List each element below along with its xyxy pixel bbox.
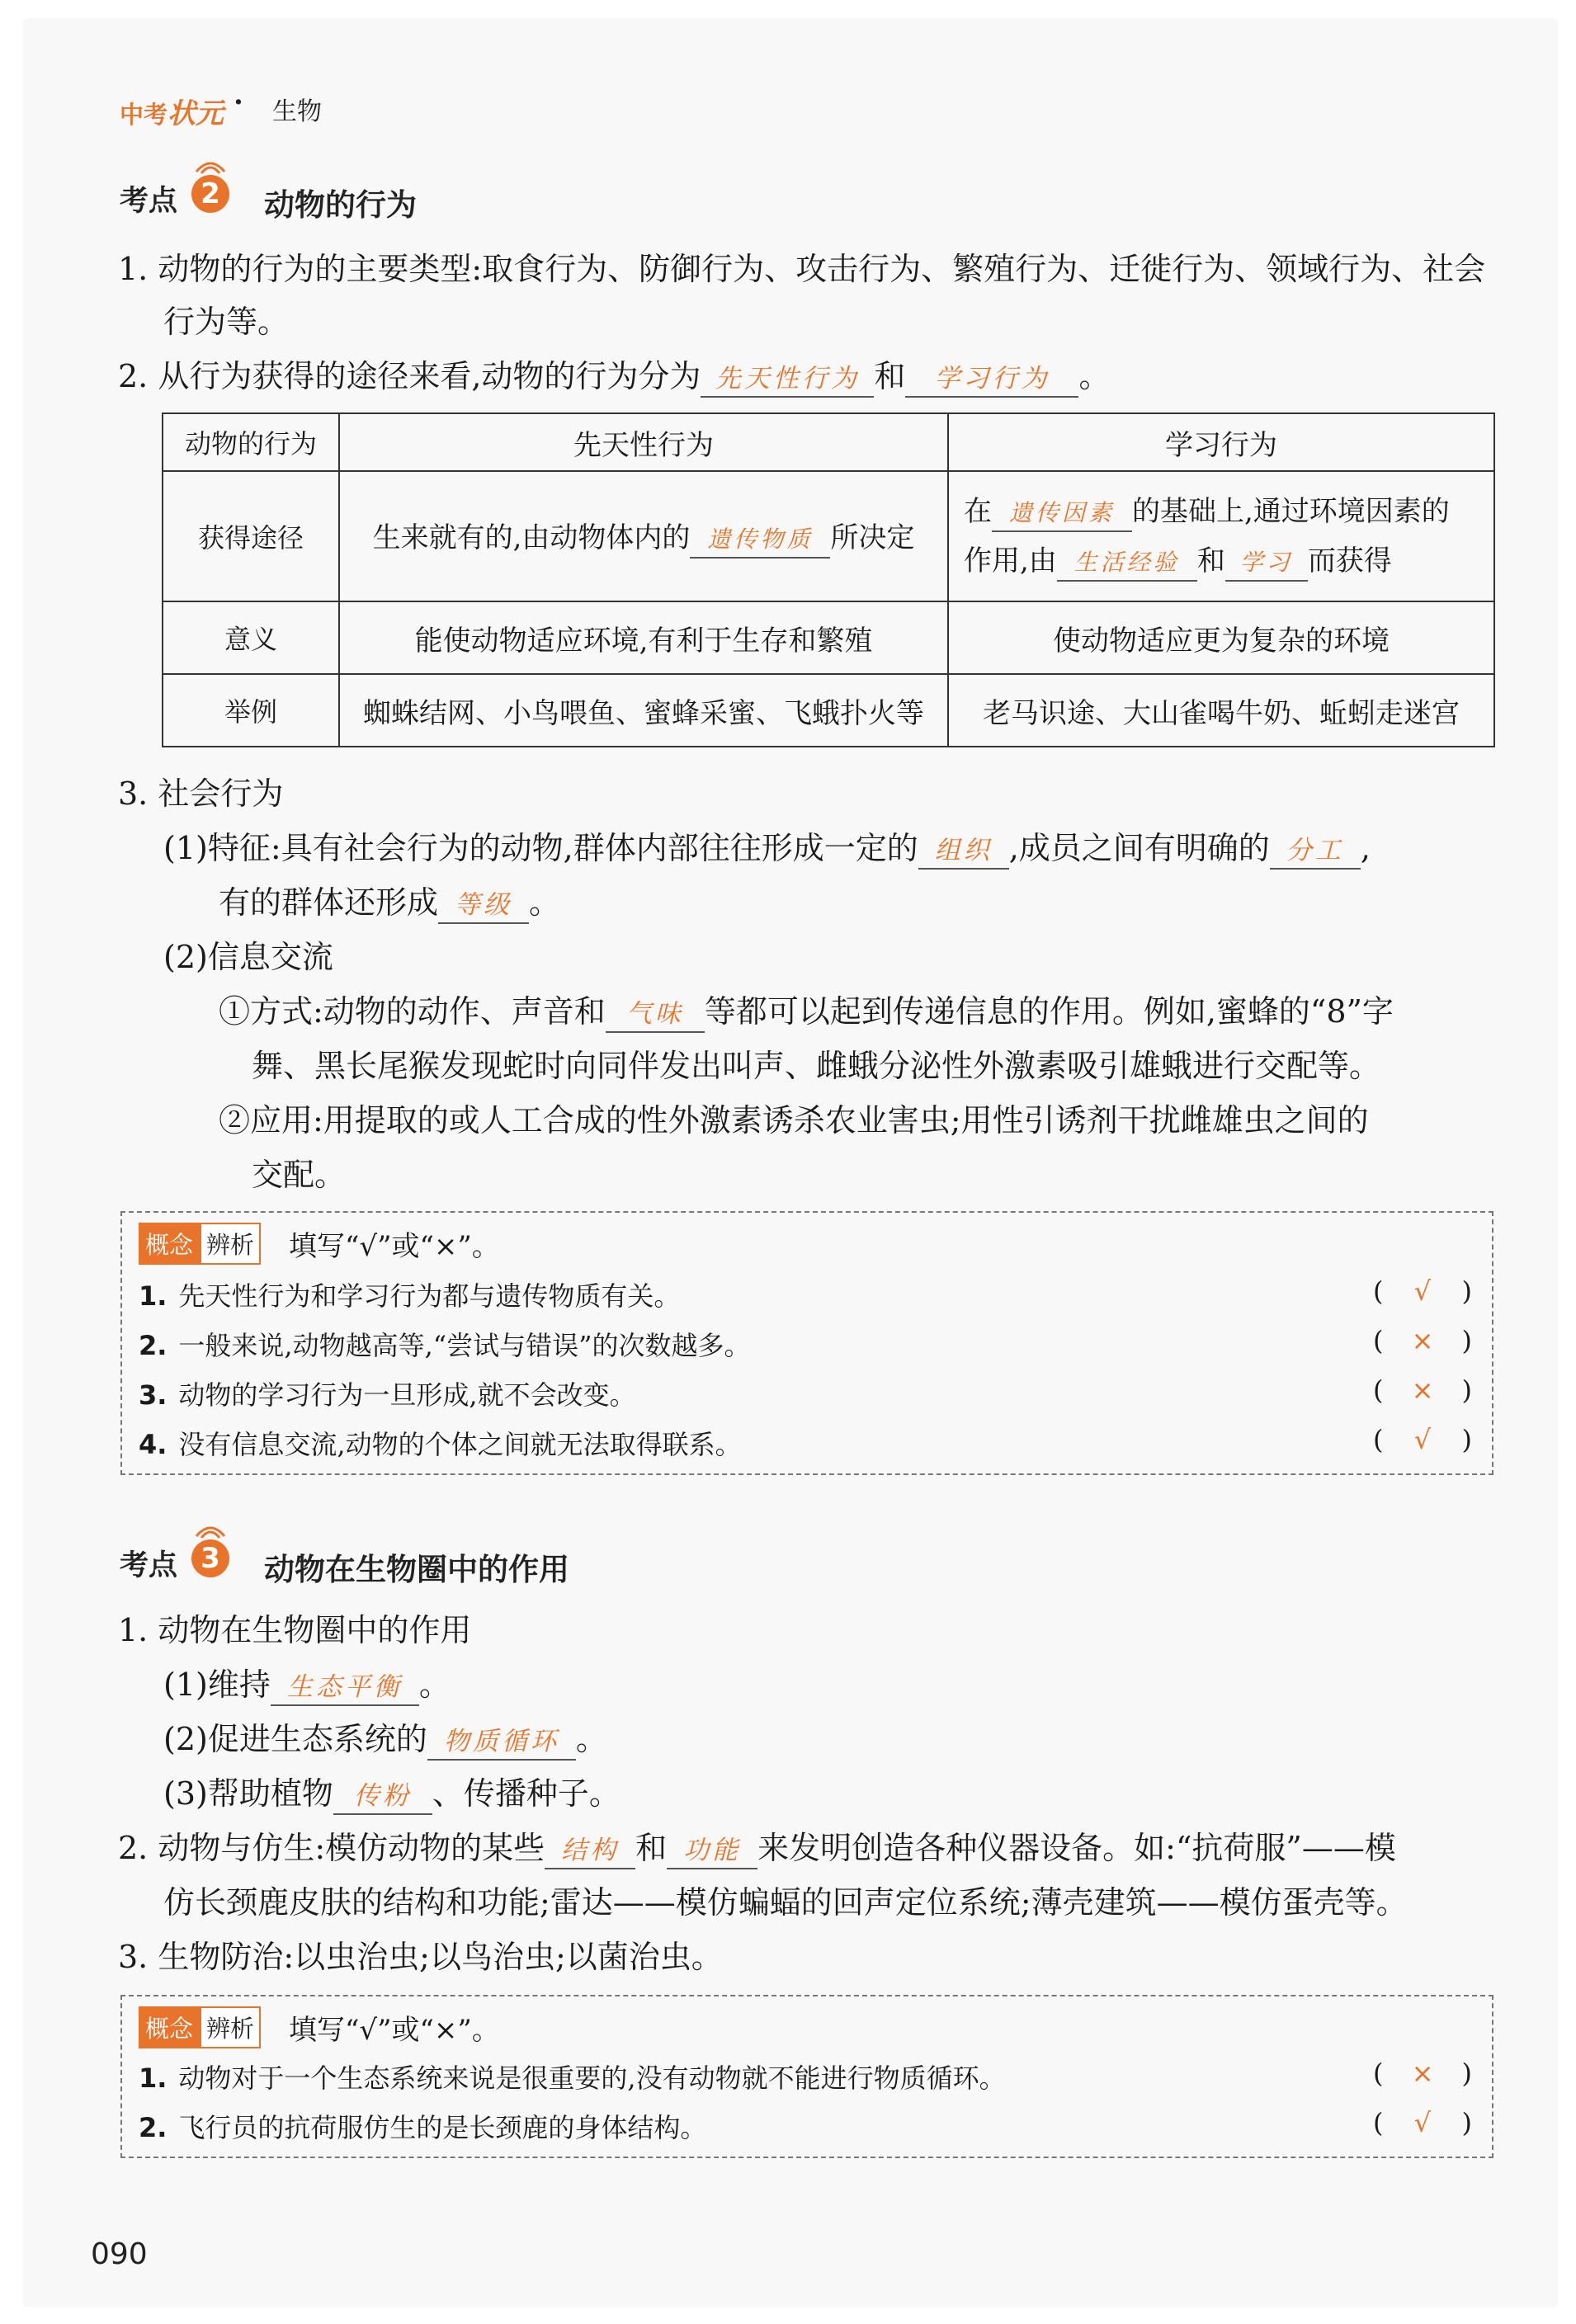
behavior-table bbox=[162, 412, 1495, 747]
p-text: (1)维持 bbox=[163, 1666, 271, 1703]
p-text: ①方式:动物的动作、声音和 bbox=[219, 993, 606, 1030]
quiz-answer bbox=[1373, 1374, 1472, 1406]
s2-item2-pre: 2. 从行为获得的途径来看,动物的行为分为 bbox=[118, 358, 701, 394]
section3-title: 动物在生物圈中的作用 bbox=[264, 1552, 569, 1587]
answer-blank: 结构 bbox=[545, 1833, 635, 1869]
quiz-item bbox=[139, 1424, 742, 1462]
table-cell: 蜘蛛结网、小鸟喂鱼、蜜蜂采蜜、飞蛾扑火等 bbox=[339, 674, 948, 747]
cell-text: 的基础上,通过环境因素的 bbox=[1132, 495, 1450, 528]
quiz-item bbox=[139, 1275, 680, 1313]
quiz-num: 1. bbox=[139, 2062, 168, 2094]
p-text: 和 bbox=[635, 1830, 668, 1866]
concept-tag-right: 辨析 bbox=[200, 2006, 261, 2048]
s3-item1-title: 1. 动物在生物圈中的作用 bbox=[118, 1612, 472, 1648]
s3-item2-line1 bbox=[118, 1827, 1396, 1869]
section2-number-badge: 2 bbox=[191, 175, 229, 213]
table-cell: 老马识途、大山雀喝牛奶、蚯蚓走迷宫 bbox=[948, 674, 1494, 747]
answer-mark: √ bbox=[1413, 1275, 1432, 1307]
s2-item3-p2b-line2: 交配。 bbox=[252, 1157, 347, 1193]
brand-prefix: 中考 bbox=[120, 101, 168, 129]
table-cell bbox=[948, 471, 1494, 601]
paren: ( bbox=[1373, 1325, 1384, 1356]
quiz-answer bbox=[1373, 1275, 1472, 1307]
s2-item1-line2: 行为等。 bbox=[163, 304, 290, 340]
p-text: 等都可以起到传递信息的作用。例如,蜜蜂的“8”字 bbox=[704, 993, 1394, 1030]
paren: ) bbox=[1461, 1424, 1472, 1455]
answer-blank: 遗传因素 bbox=[992, 496, 1132, 532]
answer-blank: 学习 bbox=[1225, 545, 1308, 582]
p-text: 、传播种子。 bbox=[432, 1775, 620, 1812]
quiz-num: 2. bbox=[139, 1330, 168, 1361]
concept-tag-left: 概念 bbox=[139, 1223, 200, 1265]
box-prompt: 填写“√”或“×”。 bbox=[289, 1230, 500, 1263]
quiz-item bbox=[139, 2107, 706, 2145]
quiz-answer bbox=[1373, 2107, 1472, 2138]
quiz-text: 先天性行为和学习行为都与遗传物质有关。 bbox=[178, 1280, 681, 1312]
quiz-num: 2. bbox=[139, 2112, 168, 2143]
cell-text: 作用,由 bbox=[964, 544, 1057, 577]
answer-blank: 功能 bbox=[667, 1833, 757, 1869]
answer-blank: 学习行为 bbox=[905, 361, 1078, 398]
answer-blank: 等级 bbox=[438, 888, 529, 924]
signal-wave-icon bbox=[191, 152, 229, 175]
cell-text: 所决定 bbox=[830, 521, 915, 554]
quiz-answer bbox=[1373, 1424, 1472, 1455]
paren: ) bbox=[1461, 2058, 1472, 2089]
answer-blank: 物质循环 bbox=[427, 1724, 576, 1761]
quiz-text: 没有信息交流,动物的个体之间就无法取得联系。 bbox=[178, 1429, 742, 1460]
s2-item1-line1: 1. 动物的行为的主要类型:取食行为、防御行为、攻击行为、繁殖行为、迁徙行为、领域行为、社会 bbox=[118, 251, 1486, 287]
paren: ( bbox=[1373, 1424, 1384, 1455]
quiz-text: 动物的学习行为一旦形成,就不会改变。 bbox=[178, 1379, 636, 1411]
table-header-cell: 学习行为 bbox=[948, 413, 1494, 471]
s2-item3-p2: (2)信息交流 bbox=[163, 939, 333, 975]
answer-mark: × bbox=[1411, 1374, 1434, 1406]
table-row bbox=[163, 471, 1494, 601]
table-row-label: 举例 bbox=[163, 674, 339, 747]
p-text: ,成员之间有明确的 bbox=[1008, 830, 1270, 866]
p-text: (3)帮助植物 bbox=[163, 1775, 333, 1812]
answer-blank: 分工 bbox=[1270, 833, 1361, 870]
p-text: (1)特征:具有社会行为的动物,群体内部往往形成一定的 bbox=[163, 830, 918, 866]
p-text: 2. 动物与仿生:模仿动物的某些 bbox=[118, 1830, 545, 1866]
section2-title: 动物的行为 bbox=[264, 187, 417, 223]
table-row-label: 意义 bbox=[163, 601, 339, 674]
table-row bbox=[163, 413, 1494, 471]
quiz-num: 3. bbox=[139, 1379, 168, 1411]
quiz-text: 动物对于一个生态系统来说是很重要的,没有动物就不能进行物质循环。 bbox=[178, 2062, 1006, 2094]
s3-item3: 3. 生物防治:以虫治虫;以鸟治虫;以菌治虫。 bbox=[118, 1939, 723, 1975]
quiz-text: 飞行员的抗荷服仿生的是长颈鹿的身体结构。 bbox=[178, 2112, 707, 2143]
quiz-num: 1. bbox=[139, 1280, 168, 1312]
table-header-cell: 动物的行为 bbox=[163, 413, 339, 471]
cell-text: 和 bbox=[1196, 544, 1225, 577]
section3-label: 考点 bbox=[120, 1549, 178, 1582]
concept-tag bbox=[139, 1223, 500, 1265]
s2-item3-p2b-line1: ②应用:用提取的或人工合成的性外激素诱杀农业害虫;用性引诱剂干扰雌雄虫之间的 bbox=[219, 1102, 1369, 1138]
s2-item3-p2a-line2: 舞、黑长尾猴发现蛇时向同伴发出叫声、雌蛾分泌性外激素吸引雄蛾进行交配等。 bbox=[252, 1048, 1381, 1084]
book-brand bbox=[120, 91, 224, 131]
quiz-item bbox=[139, 1325, 751, 1363]
s3-item1-p3 bbox=[163, 1772, 620, 1815]
s2-item3-title: 3. 社会行为 bbox=[118, 775, 284, 812]
p-text: 有的群体还形成 bbox=[219, 884, 439, 921]
paren: ) bbox=[1461, 1275, 1472, 1307]
quiz-answer bbox=[1373, 2058, 1472, 2089]
s2-item3-p1 bbox=[163, 827, 1371, 870]
signal-wave-icon bbox=[191, 1516, 229, 1539]
s3-item1-p2 bbox=[163, 1718, 607, 1761]
s2-item2-mid: 和 bbox=[874, 358, 906, 394]
table-cell: 能使动物适应环境,有利于生存和繁殖 bbox=[339, 601, 948, 674]
concept-tag bbox=[139, 2006, 500, 2048]
quiz-item bbox=[139, 1374, 636, 1412]
paren: ( bbox=[1373, 2058, 1384, 2089]
paren: ) bbox=[1461, 1374, 1472, 1406]
s3-item2-line2: 仿长颈鹿皮肤的结构和功能;雷达——模仿蝙蝠的回声定位系统;薄壳建筑——模仿蛋壳等。 bbox=[163, 1884, 1408, 1921]
section3-number-badge: 3 bbox=[191, 1539, 229, 1577]
answer-blank: 生活经验 bbox=[1057, 545, 1197, 582]
paren: ( bbox=[1373, 2107, 1384, 2138]
quiz-text: 一般来说,动物越高等,“尝试与错误”的次数越多。 bbox=[178, 1330, 751, 1361]
table-row bbox=[163, 601, 1494, 674]
answer-blank: 传粉 bbox=[333, 1779, 432, 1815]
header-dot: · bbox=[234, 86, 243, 119]
s2-item2 bbox=[118, 355, 1110, 398]
answer-blank: 气味 bbox=[606, 997, 705, 1033]
subject-label: 生物 bbox=[272, 97, 322, 126]
section2-label: 考点 bbox=[120, 185, 178, 218]
answer-blank: 生态平衡 bbox=[271, 1670, 419, 1706]
answer-blank: 先天性行为 bbox=[701, 361, 874, 398]
box-prompt: 填写“√”或“×”。 bbox=[289, 2014, 500, 2047]
table-cell: 使动物适应更为复杂的环境 bbox=[948, 601, 1494, 674]
quiz-num: 4. bbox=[139, 1429, 168, 1460]
s2-item3-p2a bbox=[219, 990, 1394, 1033]
quiz-answer bbox=[1373, 1325, 1472, 1356]
p-text: , bbox=[1360, 830, 1371, 866]
p-text: 。 bbox=[575, 1721, 607, 1757]
answer-blank: 遗传物质 bbox=[690, 522, 830, 559]
p-text: 。 bbox=[418, 1666, 451, 1703]
paren: ) bbox=[1461, 1325, 1472, 1356]
table-row-label: 获得途径 bbox=[163, 471, 339, 601]
s3-item1-p1 bbox=[163, 1663, 451, 1706]
page-number: 090 bbox=[91, 2237, 148, 2271]
cell-text: 在 bbox=[964, 495, 992, 528]
concept-tag-left: 概念 bbox=[139, 2006, 200, 2048]
s2-item3-p1b bbox=[219, 881, 560, 924]
p-text: 。 bbox=[529, 884, 561, 921]
answer-mark: × bbox=[1411, 1325, 1434, 1356]
brand-stylized: 状元 bbox=[168, 97, 224, 130]
paren: ( bbox=[1373, 1275, 1384, 1307]
answer-mark: × bbox=[1411, 2058, 1434, 2089]
p-text: (2)促进生态系统的 bbox=[163, 1721, 427, 1757]
cell-text: 而获得 bbox=[1307, 544, 1392, 577]
cell-text: 生来就有的,由动物体内的 bbox=[372, 521, 691, 554]
concept-tag-right: 辨析 bbox=[200, 1223, 261, 1265]
answer-mark: √ bbox=[1413, 2107, 1432, 2138]
answer-mark: √ bbox=[1413, 1424, 1432, 1455]
paren: ( bbox=[1373, 1374, 1384, 1406]
s2-item2-post: 。 bbox=[1078, 358, 1111, 394]
quiz-item bbox=[139, 2058, 1006, 2095]
p-text: 来发明创造各种仪器设备。如:“抗荷服”——模 bbox=[757, 1830, 1396, 1866]
table-header-cell: 先天性行为 bbox=[339, 413, 948, 471]
paren: ) bbox=[1461, 2107, 1472, 2138]
table-cell bbox=[339, 471, 948, 601]
answer-blank: 组织 bbox=[918, 833, 1009, 870]
table-row bbox=[163, 674, 1494, 747]
